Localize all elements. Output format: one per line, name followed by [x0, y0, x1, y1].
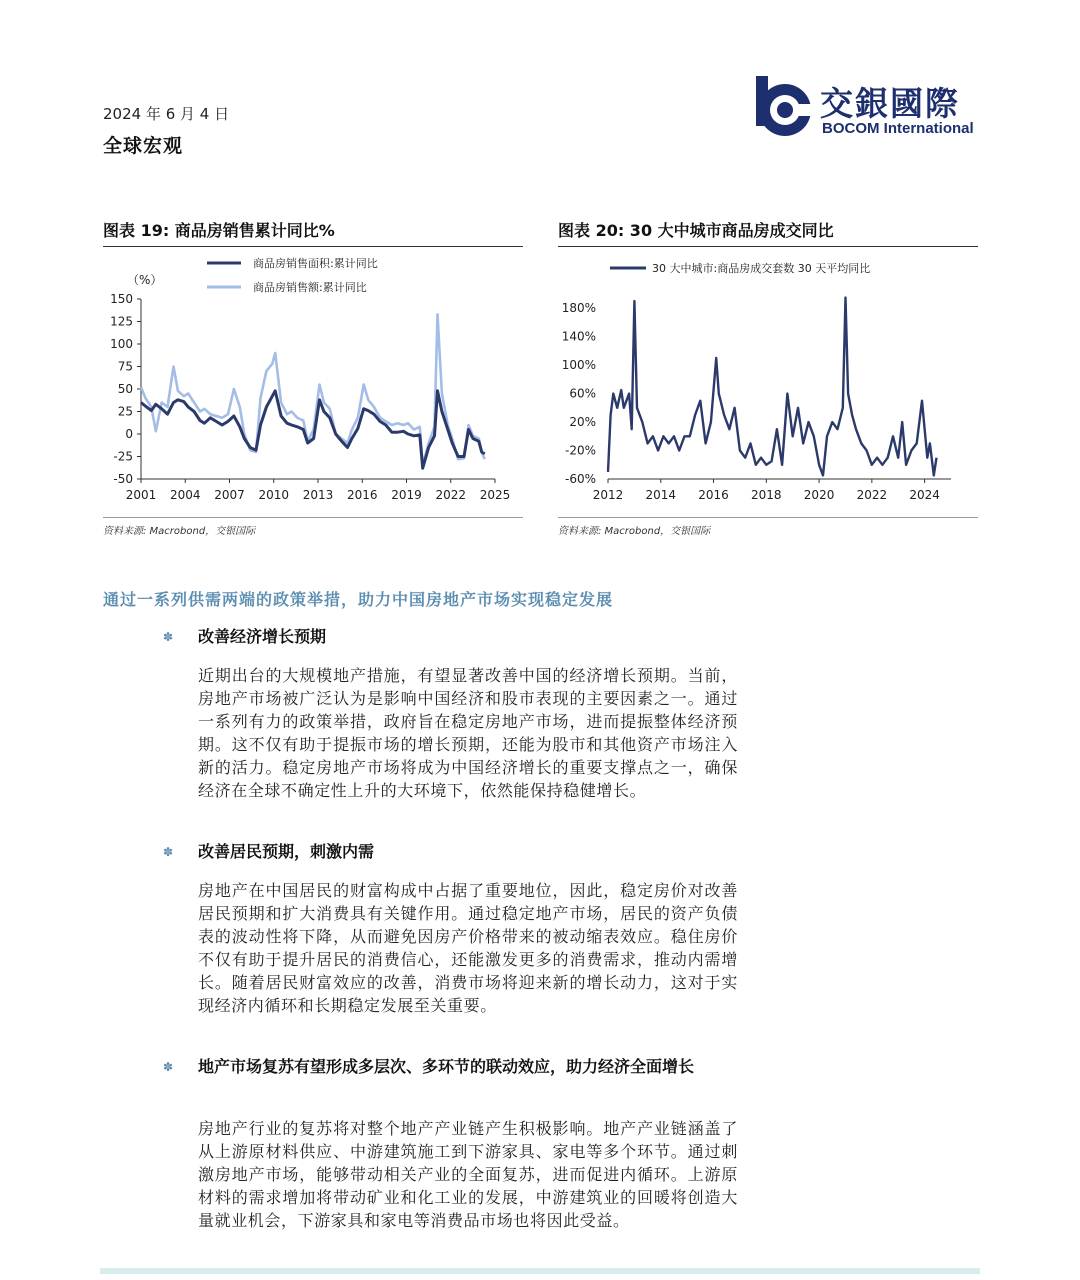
y-tick-label: 20%	[569, 415, 596, 430]
logo-chinese-text: 交銀國際	[820, 84, 960, 123]
bullet-title-3: 地产市场复苏有望形成多层次、多环节的联动效应，助力经济全面增长	[198, 1057, 695, 1076]
x-tick-label: 2012	[592, 488, 624, 502]
legend-label-1: 商品房销售额:累计同比	[253, 281, 367, 294]
x-tick-label: 2001	[125, 488, 157, 502]
chart-19-plot	[103, 252, 523, 512]
series-line-0	[608, 298, 937, 476]
x-tick-label: 2014	[645, 488, 677, 502]
x-tick-label: 2024	[909, 488, 940, 502]
bullet-marker-1: ✽	[163, 630, 174, 644]
bullet-marker-2: ✽	[163, 845, 174, 859]
y-axis-unit-label: （%）	[127, 273, 163, 287]
y-tick-label: -20%	[564, 443, 596, 458]
x-tick-label: 2020	[803, 488, 835, 502]
x-tick-label: 2016	[346, 488, 378, 502]
chart-19	[103, 218, 523, 247]
series-line-1	[141, 314, 485, 465]
legend-label-0: 30 大中城市:商品房成交套数 30 天平均同比	[652, 262, 871, 275]
chart-19-source: 资料来源: Macrobond，交银国际	[103, 517, 523, 537]
report-date: 2024 年 6 月 4 日	[103, 105, 230, 123]
section-heading: 通过一系列供需两端的政策举措，助力中国房地产市场实现稳定发展	[103, 590, 614, 609]
paragraph-2: 房地产在中国居民的财富构成中占据了重要地位，因此，稳定房价对改善居民预期和扩大消费具有关键作用。通过稳定地产市场，居民的资产负债表的波动性将下降，从而避免因房产价格带来的被动缩表效应。稳住房价不仅有助于提升居民的消费信心，还能激发更多的消费需求，推动内需增长。随着居民财富效应的改善，消费市场将迎来新的增长动力，这对于实现经济内循环和长期稳定发展至关重要。	[198, 881, 738, 1015]
chart-20-source: 资料来源: Macrobond，交银国际	[558, 517, 978, 537]
y-tick-label: 125	[110, 314, 133, 329]
chart-20-title: 图表 20: 30 大中城市商品房成交同比	[558, 218, 978, 247]
y-tick-label: 150	[110, 292, 133, 306]
y-tick-label: 75	[117, 359, 133, 374]
bullet-title-2: 改善居民预期，刺激内需	[198, 842, 375, 861]
y-tick-label: -25	[113, 449, 133, 464]
chart-19-title: 图表 19: 商品房销售累计同比%	[103, 218, 523, 247]
y-tick-label: 100	[110, 337, 133, 351]
y-tick-label: -60%	[564, 472, 596, 486]
y-tick-label: 100%	[561, 358, 596, 373]
chart-20-plot	[558, 252, 978, 512]
y-tick-label: 180%	[561, 301, 596, 316]
bocom-logo-icon	[752, 74, 822, 144]
x-tick-label: 2025	[479, 488, 511, 502]
y-tick-label: 140%	[561, 329, 596, 344]
chart-20	[558, 218, 978, 247]
x-tick-label: 2004	[169, 488, 201, 502]
legend-label-0: 商品房销售面积:累计同比	[253, 257, 378, 270]
paragraph-3: 房地产行业的复苏将对整个地产产业链产生积极影响。地产产业链涵盖了从上游原材料供应、中游建筑施工到下游家具、家电等多个环节。通过刺激房地产市场，能够带动相关产业的全面复苏，进而促进内循环。上游原材料的需求增加将带动矿业和化工业的发展，中游建筑业的回暖将创造大量就业机会，下游家具和家电等消费品市场也将因此受益。	[198, 1119, 738, 1230]
x-tick-label: 2016	[698, 488, 729, 502]
paragraph-1: 近期出台的大规模地产措施，有望显著改善中国的经济增长预期。当前，房地产市场被广泛认为是影响中国经济和股市表现的主要因素之一。通过一系列有力的政策举措，政府旨在稳定房地产市场，进而提振整体经济预期。这不仅有助于提振市场的增长预期，还能为股市和其他资产市场注入新的活力。稳定房地产市场将成为中国经济增长的重要支撑点之一，确保经济在全球不确定性上升的大环境下，依然能保持稳健增长。	[198, 666, 738, 800]
bullet-marker-3: ✽	[163, 1060, 174, 1074]
y-tick-label: 60%	[569, 386, 596, 401]
report-category: 全球宏观	[103, 135, 184, 157]
y-tick-label: 0	[125, 427, 133, 441]
bocom-logo	[752, 74, 992, 144]
x-tick-label: 2018	[751, 488, 782, 502]
x-tick-label: 2010	[258, 488, 290, 502]
footer-bar	[100, 1268, 980, 1274]
y-tick-label: -50	[113, 472, 133, 486]
x-tick-label: 2022	[435, 488, 467, 502]
logo-english-text: BOCOM International	[822, 120, 974, 137]
x-tick-label: 2013	[302, 488, 334, 502]
x-tick-label: 2019	[391, 488, 422, 502]
y-tick-label: 25	[117, 404, 133, 419]
bullet-title-1: 改善经济增长预期	[198, 627, 327, 646]
x-tick-label: 2007	[214, 488, 245, 502]
x-tick-label: 2022	[856, 488, 888, 502]
y-tick-label: 50	[117, 382, 133, 396]
